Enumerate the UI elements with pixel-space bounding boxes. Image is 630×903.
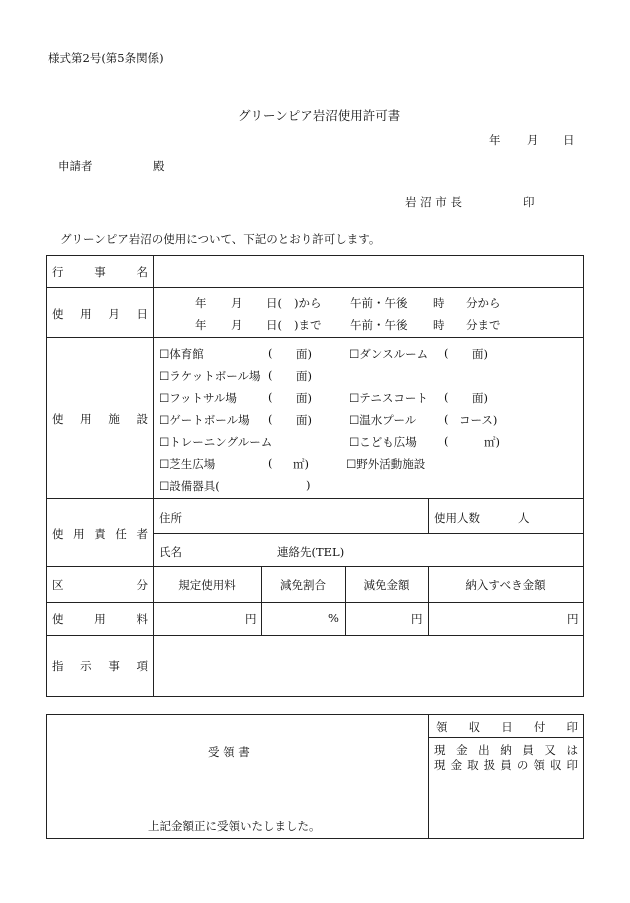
contact-tel-label: 連絡先(TEL) bbox=[277, 545, 345, 559]
cashier-label-line1: 現 金 出 納 員 又 は bbox=[434, 743, 578, 757]
column-reduction-amount: 減免金額 bbox=[363, 578, 410, 592]
user-count-label: 使用人数 bbox=[434, 511, 480, 525]
name-label: 氏名 bbox=[159, 545, 182, 559]
address-label: 住所 bbox=[159, 511, 182, 525]
date-year-label: 年 bbox=[489, 133, 501, 147]
usage-fee-label: 使 用 料 bbox=[52, 612, 148, 626]
column-standard-fee: 規定使用料 bbox=[178, 578, 236, 592]
date-month-label: 月 bbox=[527, 133, 539, 147]
responsible-person-label: 使 用 責 任 者 bbox=[52, 527, 148, 541]
payable-amount-unit: 円 bbox=[567, 612, 579, 626]
applicant-label: 申請者 bbox=[58, 159, 93, 173]
seal-mark: 印 bbox=[523, 195, 535, 209]
date-day-label: 日 bbox=[563, 133, 575, 147]
receipt-statement: 上記金額正に受領いたしました。 bbox=[148, 819, 321, 833]
cashier-label-line2: 現 金 取 扱 員 の 領 収 印 bbox=[434, 758, 578, 772]
issuer-name: 岩 沼 市 長 bbox=[405, 195, 462, 209]
honorific-label: 殿 bbox=[153, 159, 165, 173]
standard-fee-unit: 円 bbox=[245, 612, 257, 626]
division-label: 区 分 bbox=[52, 578, 148, 592]
event-name-label: 行 事 名 bbox=[52, 265, 148, 279]
form-title: グリーンピア岩沼使用許可書 bbox=[238, 108, 401, 123]
reduction-rate-unit: % bbox=[328, 611, 339, 625]
reduction-amount-unit: 円 bbox=[411, 612, 423, 626]
form-number: 様式第2号(第5条関係) bbox=[48, 51, 164, 65]
receipt-date-stamp-label: 領 収 日 付 印 bbox=[436, 720, 578, 734]
facility-label: 使 用 施 設 bbox=[52, 412, 148, 426]
column-reduction-rate: 減免割合 bbox=[280, 578, 326, 592]
intro-statement: グリーンピア岩沼の使用について、下記のとおり許可します。 bbox=[60, 232, 381, 246]
usage-date-label: 使 用 月 日 bbox=[52, 307, 148, 321]
persons-unit: 人 bbox=[518, 511, 530, 525]
column-payable-amount: 納入すべき金額 bbox=[465, 578, 546, 592]
permit-form-page: 様式第2号(第5条関係) グリーンピア岩沼使用許可書 年 月 日 申請者 殿 岩 沼 市 長 印 グリーンピア岩沼の使用について、下記のとおり許可します。 行 事 名 使 用 月 日 年 月 日( )から 午前・午後 時 分から 年 月 日( )まで 午前・午後 時 分まで 使 用 施 設 ☐体育館 ( 面) ☐ラケットボール場 ( 面) ☐フットサル場 ( 面) ☐ゲートボール場 ( 面) ☐トレーニングルーム ☐芝生広場 ( ㎡) ☐設備器具( ) ☐ダンスルーム ( 面) ☐テニスコート ( 面) ☐温水プール ( コース) ☐こども広場 ( ㎡) ☐野外活動施設 使 用 責 任 者 住所 使用人数 人 氏名 連絡先(TEL) 区 分 規定使用料 減免割合 減免金額 納入すべき金額 使 用 料 円 % 円 円 指 示 事 項 受 領 書 上記金額正に受領いたしました。 領 収 日 付 印 現 金 出 納 員 又 は 現 金 取 扱 員 の 領 収 印 bbox=[0, 0, 630, 903]
instructions-label: 指 示 事 項 bbox=[52, 659, 148, 673]
receipt-title: 受 領 書 bbox=[208, 745, 250, 759]
